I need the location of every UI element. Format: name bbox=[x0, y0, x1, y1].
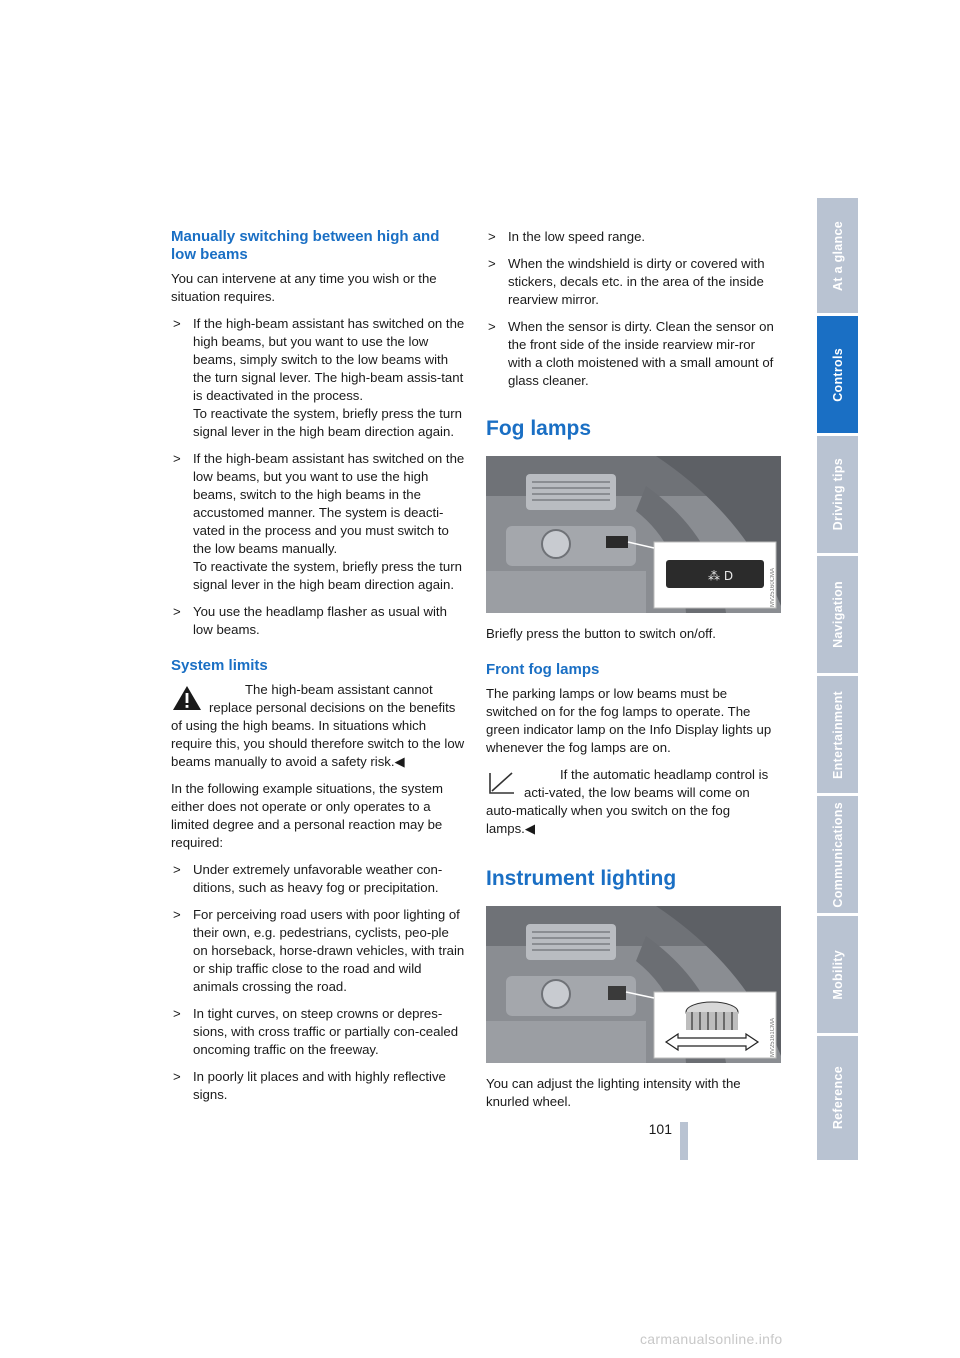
tab-label: Communications bbox=[830, 801, 845, 908]
heading-fog-lamps: Fog lamps bbox=[486, 417, 592, 440]
list-item bbox=[171, 603, 467, 639]
list-item: > In poorly lit places and with highly reflective signs. bbox=[171, 1068, 467, 1104]
paragraph-adjust-wheel: You can adjust the lighting intensity with the knurled wheel. bbox=[486, 1076, 741, 1109]
tab-driving-tips[interactable] bbox=[817, 436, 858, 553]
tab-at-a-glance[interactable] bbox=[817, 198, 858, 313]
warning-text: The high-beam assistant cannot replace personal decisions on the benefits of using the high beams. In situations which require this, you should therefore switch to the low beams manually to avoid a safety risk.◀ bbox=[171, 682, 465, 769]
heading-manual-switching: Manually switching between high and low beams bbox=[171, 228, 440, 263]
paragraph-front-fog: The parking lamps or low beams must be switched on for the fog lamps to operate. The green indicator lamp on the Info Display lights up whenever the fog lamps are on. bbox=[486, 686, 772, 755]
list-item: > When the windshield is dirty or covered with stickers, decals etc. in the area of the inside rearview mirror. bbox=[486, 255, 782, 309]
info-note bbox=[486, 766, 782, 838]
bullet-list-limits-continued bbox=[486, 228, 782, 390]
reactivate-text: To reactivate the system, briefly press the turn signal lever in the high beam direction again. bbox=[193, 559, 462, 592]
reactivate-text: To reactivate the system, briefly press the turn signal lever in the high beam direction again. bbox=[193, 406, 462, 439]
bullet-list-limits bbox=[171, 861, 467, 1104]
list-item: > In tight curves, on steep crowns or depres-sions, with cross traffic or partially con-cealed oncoming traffic on the freeway. bbox=[171, 1005, 467, 1059]
warning-note bbox=[171, 681, 467, 771]
bullet-list-manual bbox=[171, 315, 467, 639]
paragraph-press-button: Briefly press the button to switch on/off. bbox=[486, 626, 716, 641]
list-item: > When the sensor is dirty. Clean the sensor on the front side of the inside rearview mir-ror with a cloth moistened with a small amount of glass cleaner. bbox=[486, 318, 782, 390]
list-item: > Under extremely unfavorable weather con-ditions, such as heavy fog or precipitation. bbox=[171, 861, 467, 897]
note-text: If the automatic headlamp control is acti-vated, the low beams will come on auto-matically when you switch on the fog lamps.◀ bbox=[486, 767, 769, 836]
list-item bbox=[171, 315, 467, 441]
tab-label: Driving tips bbox=[830, 458, 845, 531]
tab-controls[interactable] bbox=[817, 316, 858, 433]
list-item bbox=[171, 450, 467, 594]
tab-mobility[interactable] bbox=[817, 916, 858, 1033]
figure-code: MV25161CMA bbox=[770, 1017, 776, 1057]
tab-label: Controls bbox=[830, 347, 845, 402]
page-number-bar bbox=[680, 1122, 688, 1160]
left-column bbox=[171, 228, 467, 1113]
tab-label: Reference bbox=[830, 1066, 845, 1130]
tab-label: Entertainment bbox=[830, 690, 845, 779]
heading-system-limits: System limits bbox=[171, 657, 268, 674]
list-item: > In the low speed range. bbox=[486, 228, 782, 246]
list-item: > For perceiving road users with poor lighting of their own, e.g. pedestrians, cyclists, peo-ple on horseback, horse-drawn vehicles, with train or ship traffic close to the road and wild animals crossing the road. bbox=[171, 906, 467, 996]
watermark: carmanualsonline.info bbox=[640, 1331, 783, 1347]
heading-front-fog-lamps: Front fog lamps bbox=[486, 661, 600, 678]
tab-entertainment[interactable] bbox=[817, 676, 858, 793]
tab-label: At a glance bbox=[830, 220, 845, 291]
list-item-text: If the high-beam assistant has switched on the high beams, but you want to use the low beams, simply switch to the low beams with the turn signal lever. The high-beam assis-tant is deactivated in the process. bbox=[193, 316, 465, 403]
instrument-lighting-figure bbox=[486, 906, 781, 1063]
note-arrow-icon bbox=[486, 769, 518, 797]
paragraph-situations: In the following example situations, the system either does not operate or only operates to a limited degree and a personal reaction may be required: bbox=[171, 781, 443, 850]
dashboard-illustration bbox=[486, 906, 781, 1063]
page-number: 101 bbox=[648, 1121, 672, 1137]
svg-text:⁂ D: ⁂ D bbox=[708, 569, 734, 583]
dashboard-illustration bbox=[486, 456, 781, 613]
tab-reference[interactable] bbox=[817, 1036, 858, 1160]
list-item-text: You use the headlamp flasher as usual with low beams. bbox=[193, 604, 447, 637]
tab-navigation[interactable] bbox=[817, 556, 858, 673]
tab-label: Navigation bbox=[830, 581, 845, 648]
fog-lamp-figure bbox=[486, 456, 781, 613]
warning-triangle-icon bbox=[171, 684, 203, 712]
tab-communications[interactable] bbox=[817, 796, 858, 913]
figure-code: MV25160CMA bbox=[770, 567, 776, 607]
heading-instrument-lighting: Instrument lighting bbox=[486, 867, 677, 890]
list-item-text: If the high-beam assistant has switched on the low beams, but you want to use the high beams, switch to the high beams in the accustomed manner. The system is deacti-vated in the process and you must switch to the low beams manually. bbox=[193, 451, 465, 556]
right-column bbox=[486, 228, 782, 1120]
tab-label: Mobility bbox=[830, 949, 845, 1000]
paragraph-intervene: You can intervene at any time you wish or the situation requires. bbox=[171, 271, 437, 304]
